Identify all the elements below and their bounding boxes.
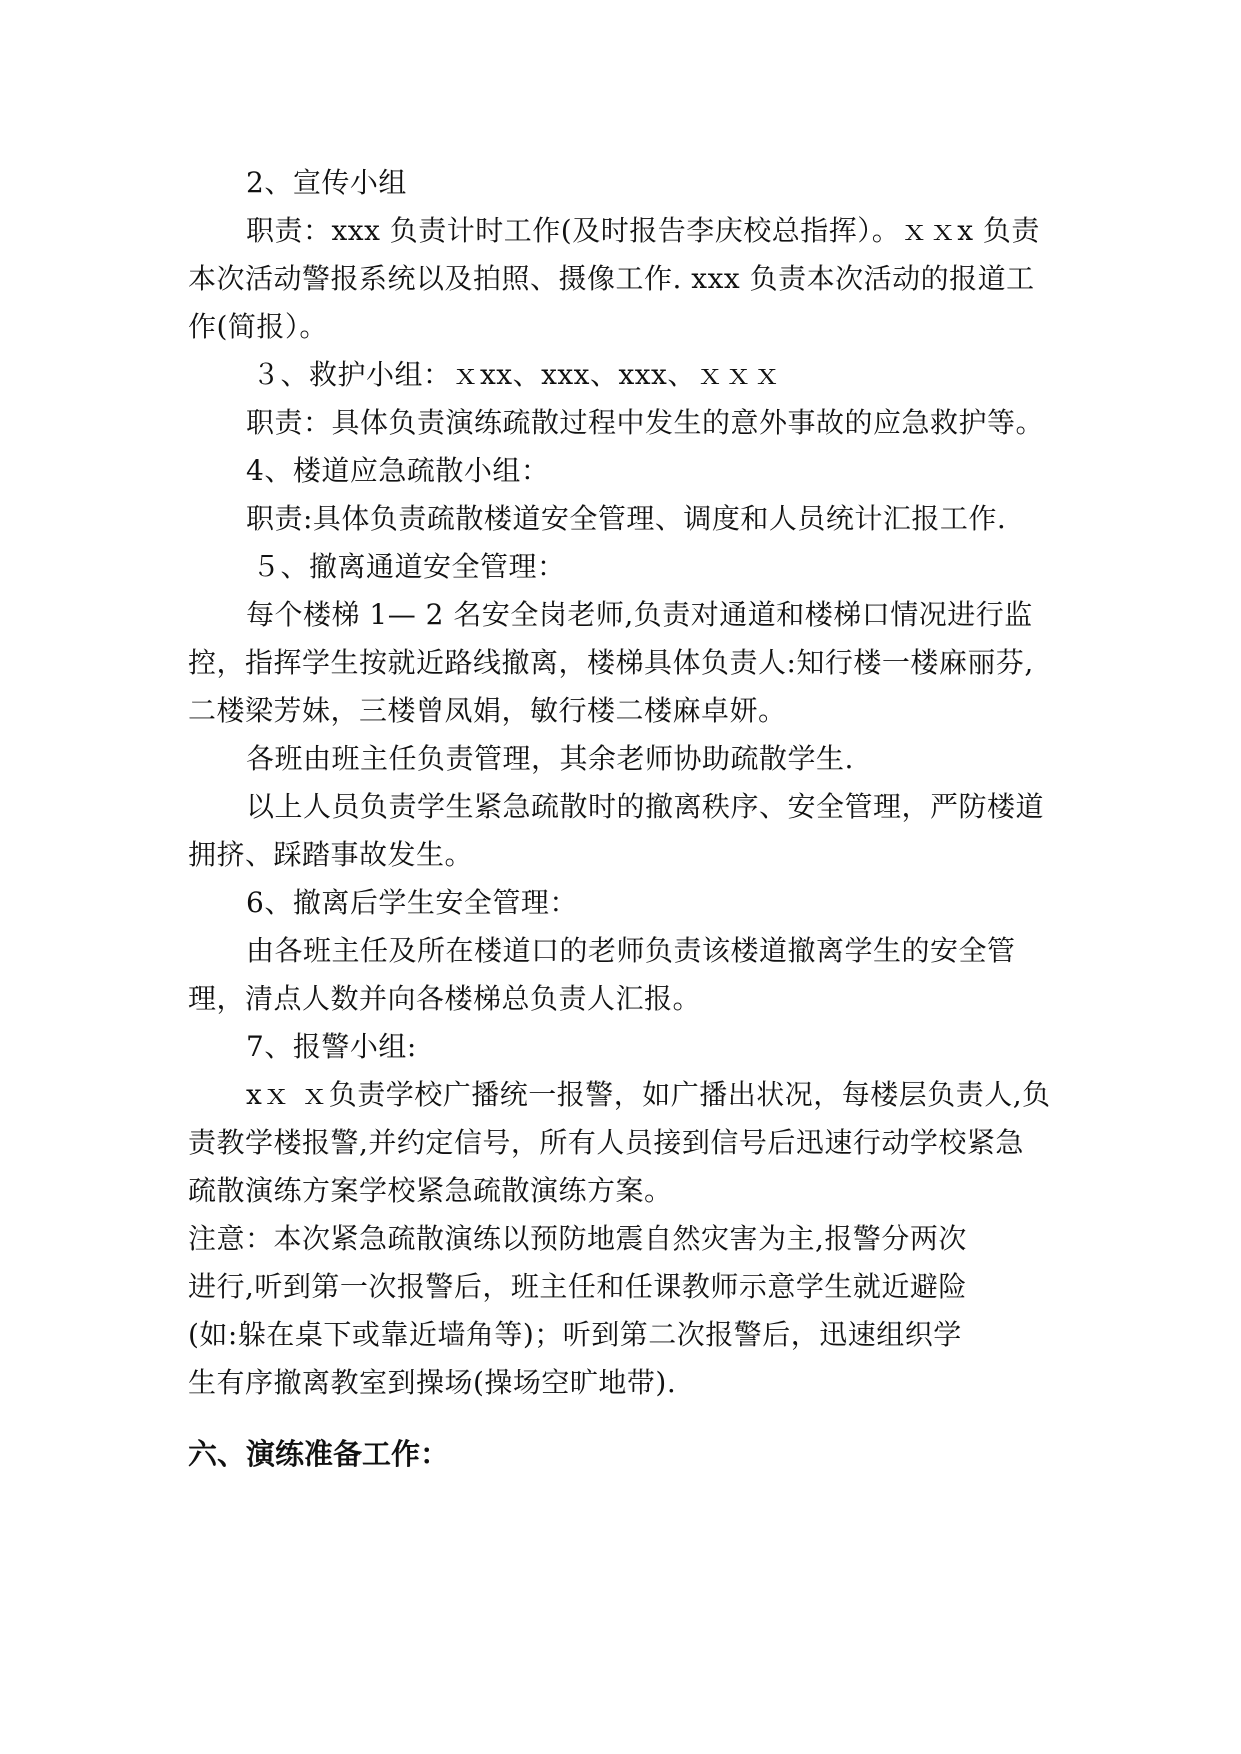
section-heading: 六、演练准备工作： [188,1437,450,1471]
note-line: 进行,听到第一次报警后，班主任和任课教师示意学生就近避险 [188,1270,967,1303]
note-line: 生有序撤离教室到操场(操场空旷地带). [188,1366,677,1399]
note-line: 注意：本次紧急疏散演练以预防地震自然灾害为主,报警分两次 [188,1222,967,1255]
paragraph-line: 每个楼梯 1— 2 名安全岗老师,负责对通道和楼梯口情况进行监 [246,598,1033,631]
paragraph-line: 职责:具体负责疏散楼道安全管理、调度和人员统计汇报工作. [246,502,1007,535]
note-line: (如:躲在桌下或靠近墙角等)；听到第二次报警后，迅速组织学 [188,1318,962,1351]
paragraph-line: 由各班主任及所在楼道口的老师负责该楼道撤离学生的安全管 [246,934,1016,967]
paragraph-line: 以上人员负责学生紧急疏散时的撤离秩序、安全管理，严防楼道 [246,790,1045,823]
paragraph-line: 控，指挥学生按就近路线撤离，楼梯具体负责人:知行楼一楼麻丽芬, [188,646,1034,679]
paragraph-line: 作(简报）。 [188,310,328,343]
item-5-title: ５、撤离通道安全管理： [252,550,566,583]
paragraph-line: 职责：xxx 负责计时工作(及时报告李庆校总指挥）。ｘｘx 负责 [246,214,1040,247]
paragraph-line: 拥挤、踩踏事故发生。 [188,838,474,871]
item-3-title: ３、救护小组：ｘxx、xxx、xxx、ｘｘｘ [252,358,782,391]
paragraph-line: 二楼梁芳妹，三楼曾凤娟，敏行楼二楼麻卓妍。 [188,694,787,727]
paragraph-line: 职责：具体负责演练疏散过程中发生的意外事故的应急救护等。 [246,406,1045,439]
paragraph-line: 疏散演练方案学校紧急疏散演练方案。 [188,1174,673,1207]
item-6-title: 6、撤离后学生安全管理： [246,886,578,919]
paragraph-line: 责教学楼报警,并约定信号，所有人员接到信号后迅速行动学校紧急 [188,1126,1024,1159]
item-2-title: 2、宣传小组 [246,166,407,199]
item-7-title: 7、报警小组: [246,1030,417,1063]
paragraph-line: 各班由班主任负责管理，其余老师协助疏散学生. [246,742,854,775]
paragraph-line: 理，清点人数并向各楼梯总负责人汇报。 [188,982,702,1015]
paragraph-line: xｘ ｘ负责学校广播统一报警，如广播出状况，每楼层负责人,负 [246,1078,1051,1111]
item-4-title: 4、楼道应急疏散小组： [246,454,550,487]
paragraph-line: 本次活动警报系统以及拍照、摄像工作. xxx 负责本次活动的报道工 [188,262,1035,295]
